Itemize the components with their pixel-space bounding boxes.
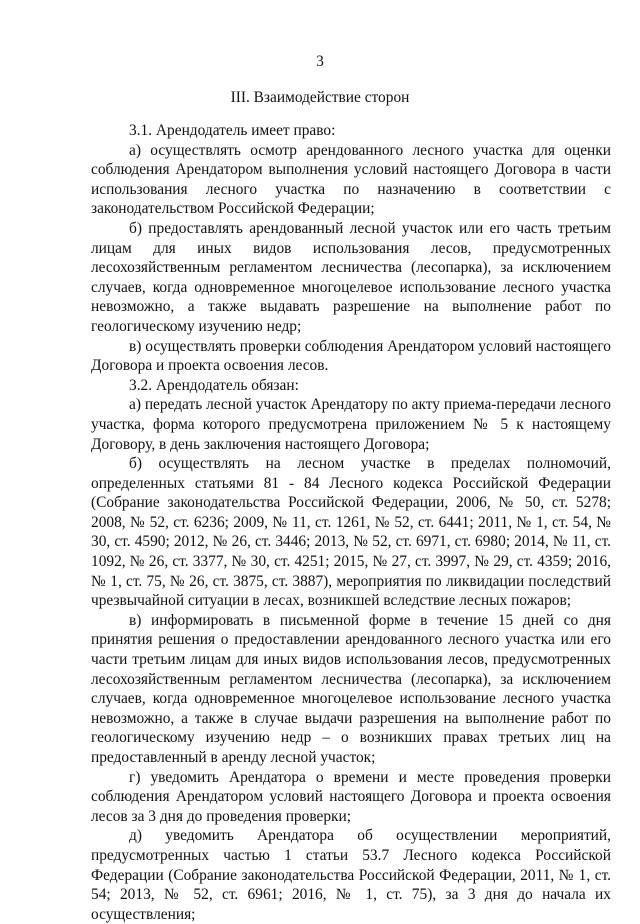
- section-heading: III. Взаимодействие сторон: [230, 89, 410, 106]
- clause-3-2-g: г) уведомить Арендатора о времени и месте проведения проверки соблюдения Арендатором условий настоящего Договора и проекта освоения лесов за 3 дня до проведения проверки;: [91, 768, 611, 825]
- clause-3-1-heading: 3.1. Арендодатель имеет право:: [129, 122, 336, 139]
- clause-3-1-a: а) осуществлять осмотр арендованного лесного участка для оценки соблюдения Арендатором выполнения условий настоящего Договора в части использования лесного участка по назначению в соответствии с законодательством Российской Федерации;: [91, 141, 611, 218]
- clause-3-1-v: в) осуществлять проверки соблюдения Арендатором условий настоящего Договора и проекта освоения лесов.: [91, 337, 611, 375]
- page-number: 3: [316, 53, 324, 70]
- clause-3-2-a: а) передать лесной участок Арендатору по акту приема-передачи лесного участка, форма которого предусмотрена приложением № 5 к настоящему Договору, в день заключения настоящего Договора;: [91, 396, 611, 453]
- clause-3-2-b: б) осуществлять на лесном участке в пределах полномочий, определенных статьями 81 - 84 Лесного кодекса Российской Федерации (Собрание законодательства Российской Федерации, 2006, № 50, ст. 5278; 2008, № 52, ст. 6236; 2009, № 11, ст. 1261, № 52, ст. 6441; 2011, № 1, ст. 54, № 30, ст. 4590; 2012, № 26, ст. 3446; 2013, № 52, ст. 6971, ст. 6980; 2014, № 11, ст. 1092, № 26, ст. 3377, № 30, ст. 4251; 2015, № 27, ст. 3997, № 29, ст. 4359; 2016, № 1, ст. 75, № 26, ст. 3875, ст. 3887), мероприятия по ликвидации последствий чрезвычайной ситуации в лесах, возникшей вследствие лесных пожаров;: [91, 455, 611, 610]
- document-body: [91, 121, 611, 924]
- clause-3-1-b: б) предоставлять арендованный лесной участок или его часть третьим лицам для иных видов использования лесов, предусмотренных лесохозяйственным регламентом лесничества (лесопарка), за исключением случаев, когда одновременное многоцелевое использование лесного участка невозможно, а также выдавать разрешение на выполнение работ по геологическому изучению недр;: [91, 219, 611, 335]
- clause-3-2-v: в) информировать в письменной форме в течение 15 дней со дня принятия решения о предоставлении арендованного лесного участка или его части третьим лицам для иных видов использования лесов, предусмотренных лесохозяйственным регламентом лесничества (лесопарка), за исключением случаев, когда одновременное многоцелевое использование лесного участка невозможно, а также в случае выдачи разрешения на выполнение работ по геологическому изучению недр – о возникших правах третьих лиц на предоставленный в аренду лесной участок;: [91, 611, 611, 766]
- clause-3-2-d: д) уведомить Арендатора об осуществлении мероприятий, предусмотренных частью 1 статьи 53.7 Лесного кодекса Российской Федерации (Собрание законодательства Российской Федерации, 2011, № 1, ст. 54; 2013, № 52, ст. 6961; 2016, № 1, ст. 75), за 3 дня до начала их осуществления;: [91, 827, 611, 923]
- clause-3-2-heading: 3.2. Арендодатель обязан:: [129, 376, 299, 394]
